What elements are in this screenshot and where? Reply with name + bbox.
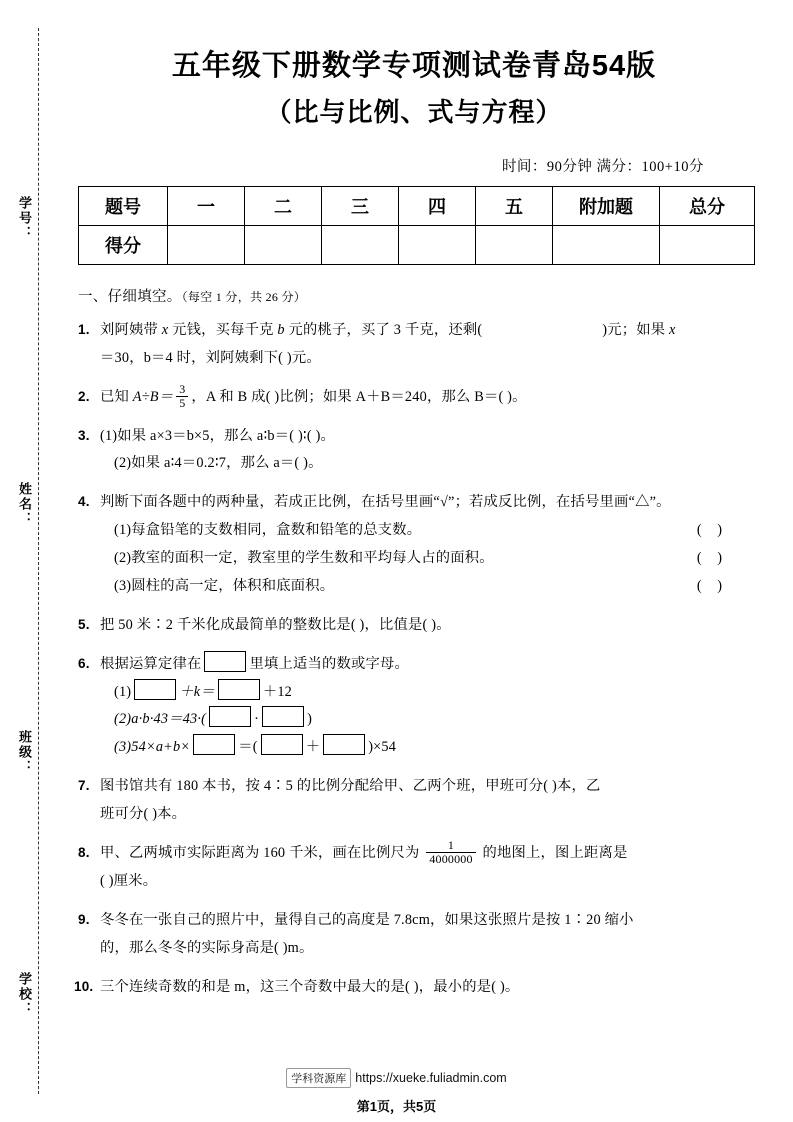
q3-line2: (2)如果 a∶4＝0.2∶7，那么 a＝( )。 — [114, 455, 323, 472]
q4-answer-paren-1[interactable]: ( ) — [696, 522, 728, 539]
q6-line2 — [100, 706, 750, 734]
q6-box-1[interactable] — [134, 679, 176, 700]
time-and-score-note: 时间：90分钟 满分：100+10分 — [501, 158, 704, 175]
question-10 — [74, 974, 750, 1002]
q1-line2: ＝30，b＝4 时，刘阿姨剩下( )元。 — [100, 349, 321, 366]
q4-answer-paren-2[interactable]: ( ) — [696, 550, 728, 567]
question-number: 3. — [78, 427, 90, 443]
question-number: 1. — [78, 321, 90, 337]
q4-item-1 — [100, 517, 750, 545]
source-url: https://xueke.fuliadmin.com — [355, 1071, 507, 1085]
q6-stem-b: 里填上适当的数或字母。 — [249, 655, 409, 672]
question-1 — [78, 317, 750, 373]
question-number: 9. — [78, 911, 90, 927]
fraction-denominator: 5 — [176, 396, 188, 410]
question-number: 8. — [78, 844, 90, 860]
q4-answer-paren-3[interactable]: ( ) — [696, 577, 728, 594]
q6-box-3[interactable] — [209, 706, 251, 727]
q9-line1: 冬冬在一张自己的照片中，量得自己的高度是 7.8cm，如果这张照片是按 1∶20 缩小 — [100, 911, 634, 928]
score-input-cell[interactable] — [476, 225, 553, 264]
section-heading-note: （每空 1 分，共 26 分） — [181, 289, 307, 304]
score-input-cell[interactable] — [553, 225, 660, 264]
question-number: 2. — [78, 388, 90, 404]
q1-var-x: x — [161, 321, 169, 338]
page-number: 第1页，共5页 — [356, 1099, 437, 1114]
q1-line1-b: 元钱，买每千克 — [168, 321, 278, 338]
fraction-numerator: 3 — [179, 381, 186, 396]
q4-item-3 — [100, 573, 750, 601]
score-cell: 四 — [399, 186, 476, 225]
score-cell: 一 — [168, 186, 245, 225]
page-title: 五年级下册数学专项测试卷青岛54版 — [171, 50, 657, 82]
question-number: 10. — [74, 978, 94, 994]
q1-var-b: b — [277, 321, 285, 338]
question-number: 7. — [78, 778, 90, 794]
q6-box-6[interactable] — [261, 734, 303, 755]
score-input-cell[interactable] — [660, 225, 755, 264]
section-heading-text: 一、仔细填空。 — [78, 288, 182, 305]
question-3 — [78, 423, 750, 479]
question-2 — [78, 381, 750, 412]
source-badge: 学科资源库 — [286, 1068, 351, 1088]
q6-l3-b: ＝( — [238, 739, 258, 756]
q5-text: 把 50 米∶2 千米化成最简单的整数比是( )，比值是( )。 — [100, 616, 451, 633]
q3-line1: (1)如果 a×3＝b×5，那么 a∶b＝( )∶( )。 — [100, 427, 336, 444]
q6-box-2[interactable] — [218, 679, 260, 700]
section-heading — [78, 285, 750, 306]
q6-stem-box[interactable] — [204, 651, 246, 672]
page-subtitle: （比与比例、式与方程） — [265, 97, 563, 128]
q6-l1-c: ＋12 — [262, 683, 293, 700]
score-cell: 总分 — [660, 186, 755, 225]
score-cell: 三 — [322, 186, 399, 225]
q6-l2-b: · — [254, 711, 260, 728]
q10-text: 三个连续奇数的和是 m，这三个奇数中最大的是( )，最小的是( )。 — [100, 978, 520, 995]
fraction-numerator: 1 — [447, 837, 455, 852]
question-9 — [78, 907, 750, 963]
q8-line1-a: 甲、乙两城市实际距离为 160 千米，画在比例尺为 — [100, 845, 424, 862]
q8-fraction — [426, 839, 475, 867]
q4-stem: 判断下面各题中的两种量，若成正比例，在括号里画“√”；若成反比例，在括号里画“△”。 — [100, 494, 671, 511]
q4-item-3-text: (3)圆柱的高一定，体积和底面积。 — [114, 577, 335, 594]
question-number: 6. — [78, 655, 90, 671]
left-dashed-rule — [38, 28, 39, 1094]
side-label-school: 学校： — [17, 972, 32, 1017]
q9-line2: 的，那么冬冬的实际身高是( )m。 — [100, 939, 314, 956]
side-label-student-id: 学号： — [17, 196, 32, 241]
score-input-cell[interactable] — [168, 225, 245, 264]
q6-l3-a: (3)54×a+b× — [114, 739, 191, 756]
score-input-cell[interactable] — [322, 225, 399, 264]
question-5 — [78, 612, 750, 640]
paper-content — [74, 34, 750, 1002]
q6-l3-d: )×54 — [368, 739, 397, 756]
question-4 — [78, 489, 750, 601]
question-6 — [78, 651, 750, 763]
q6-l1-a: (1) — [114, 683, 132, 700]
q2-fraction — [176, 383, 188, 411]
question-7 — [78, 773, 750, 829]
score-cell: 题号 — [79, 186, 168, 225]
score-cell: 得分 — [79, 225, 168, 264]
score-table — [78, 186, 755, 265]
score-cell: 二 — [245, 186, 322, 225]
q6-l3-c: ＋ — [305, 739, 321, 756]
q6-stem-a: 根据运算定律在 — [100, 655, 202, 672]
q8-line1-b: 的地图上，图上距离是 — [478, 845, 628, 862]
q6-box-4[interactable] — [262, 706, 304, 727]
q2-expression: A÷B＝ — [132, 388, 174, 405]
score-cell: 附加题 — [553, 186, 660, 225]
q2-text-b: ，A 和 B 成( )比例；如果 A＋B＝240，那么 B＝( )。 — [191, 388, 527, 405]
q8-line2: ( )厘米。 — [100, 873, 158, 890]
fraction-denominator: 4000000 — [426, 852, 475, 866]
question-8 — [78, 837, 750, 896]
q6-l1-b: ＋k＝ — [179, 683, 215, 700]
q6-box-7[interactable] — [323, 734, 365, 755]
score-input-cell[interactable] — [245, 225, 322, 264]
q6-line1 — [100, 679, 750, 707]
q6-box-5[interactable] — [193, 734, 235, 755]
q2-text-a: 已知 — [100, 388, 133, 405]
q1-var-x2: x — [669, 321, 676, 338]
question-list — [74, 317, 750, 1002]
question-number: 4. — [78, 494, 90, 510]
q4-item-2 — [100, 545, 750, 573]
q1-line1-a: 刘阿姨带 — [100, 321, 162, 338]
table-row — [79, 225, 755, 264]
side-label-class: 班级： — [17, 730, 32, 775]
question-number: 5. — [78, 616, 90, 632]
q1-line1-d: )元；如果 — [602, 321, 670, 338]
score-cell: 五 — [476, 186, 553, 225]
q6-l2-c: ) — [307, 711, 313, 728]
q7-line2: 班可分( )本。 — [100, 806, 187, 823]
q4-item-1-text: (1)每盒铅笔的支数相同，盒数和铅笔的总支数。 — [114, 522, 422, 539]
q7-line1: 图书馆共有 180 本书，按 4∶5 的比例分配给甲、乙两个班，甲班可分( )本，乙 — [100, 778, 601, 795]
score-input-cell[interactable] — [399, 225, 476, 264]
side-label-name: 姓名： — [17, 482, 32, 527]
source-watermark — [0, 1068, 793, 1088]
q6-l2-a: (2)a·b·43＝43·( — [114, 711, 207, 728]
q4-item-2-text: (2)教室的面积一定，教室里的学生数和平均每人占的面积。 — [114, 550, 494, 567]
q6-line3 — [100, 734, 750, 762]
table-row — [79, 186, 755, 225]
q1-line1-c: 元的桃子，买了 3 千克，还剩( — [284, 321, 483, 338]
